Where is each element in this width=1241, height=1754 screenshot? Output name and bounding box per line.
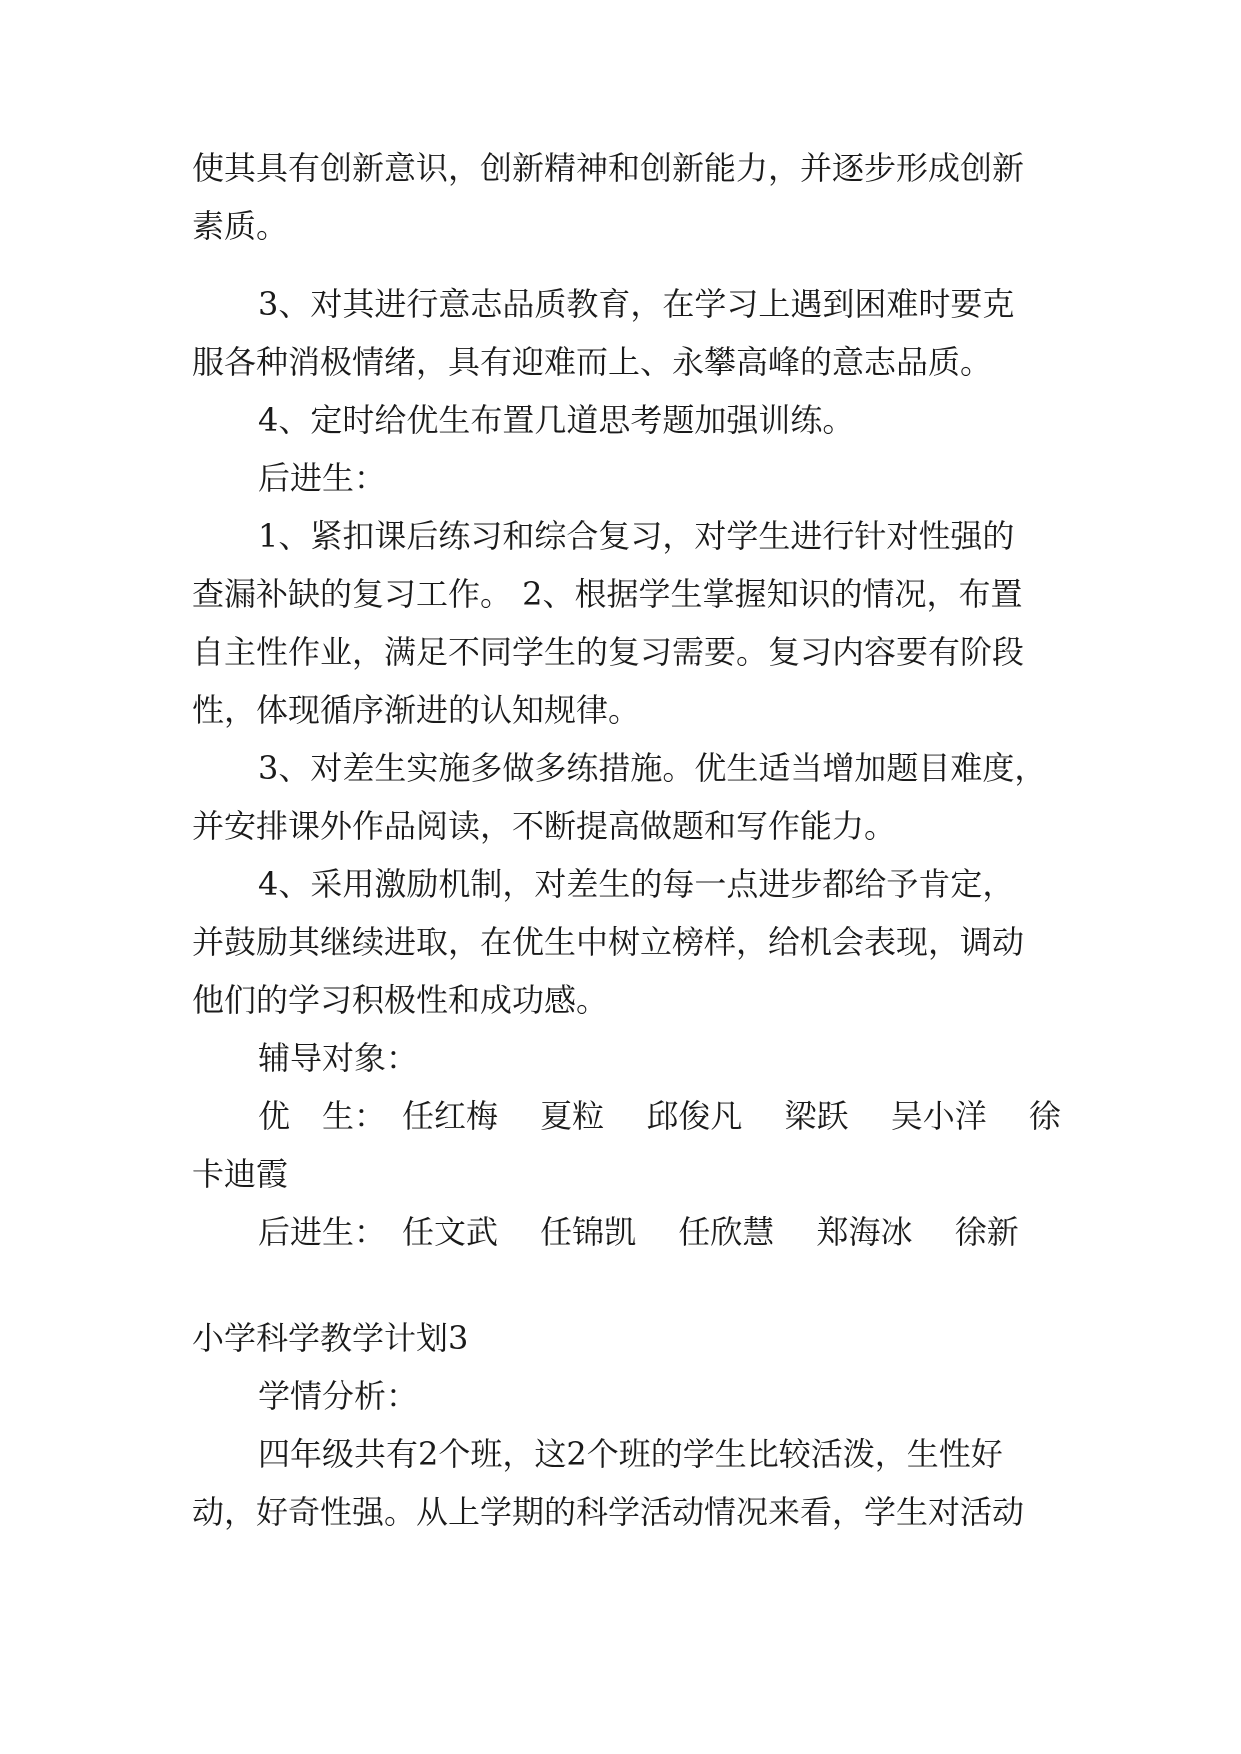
section-heading: 小学科学教学计划3 [192,1319,469,1357]
paragraph-line: 并鼓励其继续进取，在优生中树立榜样，给机会表现，调动 [192,923,1025,961]
paragraph-line: 并安排课外作品阅读，不断提高做题和写作能力。 [192,807,897,845]
paragraph-line: 4、采用激励机制，对差生的每一点进步都给予肯定， [258,865,1015,903]
paragraph-line: 素质。 [192,207,289,245]
section-label: 辅导对象： [258,1039,419,1077]
student-list-line: 后进生： 任文武 任锦凯 任欣慧 郑海冰 徐新 [258,1213,1019,1251]
paragraph-line: 3、对其进行意志品质教育，在学习上遇到困难时要克 [258,285,1015,323]
section-label: 学情分析： [258,1377,419,1415]
paragraph-line: 动，好奇性强。从上学期的科学活动情况来看，学生对活动 [192,1493,1025,1531]
paragraph-line: 使其具有创新意识，创新精神和创新能力，并逐步形成创新 [192,149,1025,187]
paragraph-line: 四年级共有2个班，这2个班的学生比较活泼，生性好 [258,1435,1003,1473]
paragraph-line: 1、紧扣课后练习和综合复习，对学生进行针对性强的 [258,517,1015,555]
paragraph-line: 他们的学习积极性和成功感。 [192,981,609,1019]
student-list-line: 优 生： 任红梅 夏粒 邱俊凡 梁跃 吴小洋 徐 [258,1097,1061,1135]
paragraph-line: 4、定时给优生布置几道思考题加强训练。 [258,401,855,439]
paragraph-line: 查漏补缺的复习工作。 2、根据学生掌握知识的情况，布置 [192,575,1023,613]
section-label: 后进生： [258,459,387,497]
paragraph-line: 自主性作业，满足不同学生的复习需要。复习内容要有阶段 [192,633,1025,671]
paragraph-line: 性，体现循序渐进的认知规律。 [192,691,641,729]
paragraph-line: 服各种消极情绪，具有迎难而上、永攀高峰的意志品质。 [192,343,993,381]
student-list-line: 卡迪霞 [192,1155,289,1193]
paragraph-line: 3、对差生实施多做多练措施。优生适当增加题目难度， [258,749,1047,787]
